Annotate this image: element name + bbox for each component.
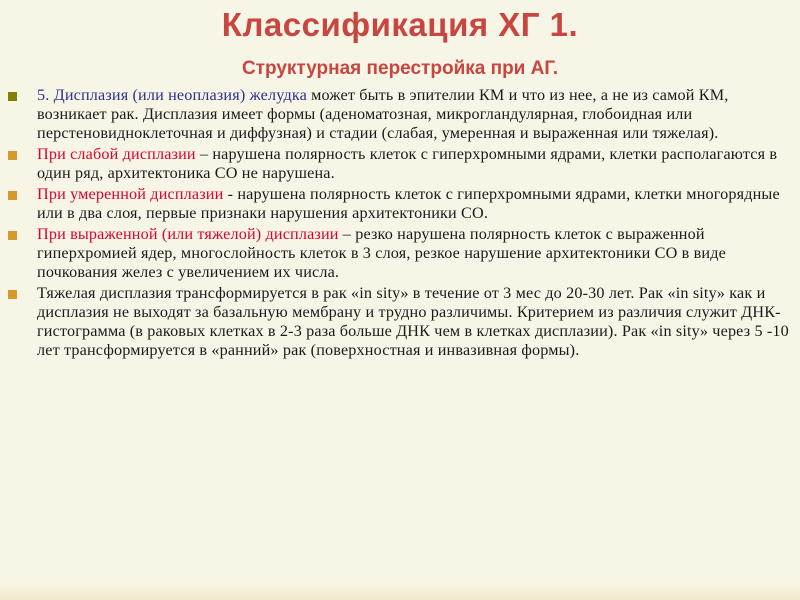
square-bullet-icon: [8, 151, 17, 160]
list-item: [8, 225, 792, 282]
list-item: [8, 284, 792, 360]
item-text: Тяжелая дисплазия трансформируется в рак «in sity» в течение от 3 мес до 20-30 лет. Рак «in sity» как и дисплазия не выходят за базальную мембрану и трудно различимы. Критерием из различия служит ДНК-гистограмма (в раковых клетках в 2-3 раза больше ДНК чем в клетках дисплазии). Рак «in sity» через 5 -10 лет трансформируется в «ранний» рак (поверхностная и инвазивная формы).: [37, 284, 789, 359]
item-text: [37, 225, 792, 282]
item-rest: может быть в эпителии КМ и что из нее, а не из самой КМ, возникает рак. Дисплазия имеет формы (аденоматозная, микрогландулярная, глобоидная или перстеновидноклеточная и диффузная) и стадии (слабая, умеренная и выраженная или тяжелая).: [37, 86, 729, 142]
item-text: [37, 185, 792, 223]
item-lead: 5. Дисплазия (или неоплазия) желудка: [37, 86, 307, 104]
bullet-list: [8, 86, 792, 362]
item-text: [37, 86, 792, 143]
slide-title: Классификация ХГ 1.: [221, 6, 579, 43]
item-lead: При умеренной дисплазии: [37, 185, 224, 203]
square-bullet-icon: [8, 231, 17, 240]
list-item: [8, 86, 792, 143]
list-item: [8, 145, 792, 183]
item-text: [37, 145, 792, 183]
list-item: [8, 185, 792, 223]
item-rest: – резко нарушена полярность клеток с выраженной гиперхромией ядер, многослойность клеток в 3 слоя, резкое нарушение архитектоники СО в виде почкования желез с увеличением их числа.: [37, 225, 726, 281]
item-lead: При выраженной (или тяжелой) дисплазии: [37, 225, 339, 243]
item-rest: – нарушена полярность клеток с гиперхромными ядрами, клетки располагаются в один ряд, архитектоника СО не нарушена.: [37, 145, 778, 182]
slide-subtitle: Структурная перестройка при АГ.: [241, 58, 559, 79]
item-lead: При слабой дисплазии: [37, 145, 196, 163]
square-bullet-icon: [8, 290, 17, 299]
square-bullet-icon: [8, 92, 17, 101]
item-rest: - нарушена полярность клеток с гиперхромными ядрами, клетки многорядные или в два слоя, первые признаки нарушения архитектоники СО.: [37, 185, 780, 222]
bottom-band: [0, 582, 800, 600]
square-bullet-icon: [8, 191, 17, 200]
